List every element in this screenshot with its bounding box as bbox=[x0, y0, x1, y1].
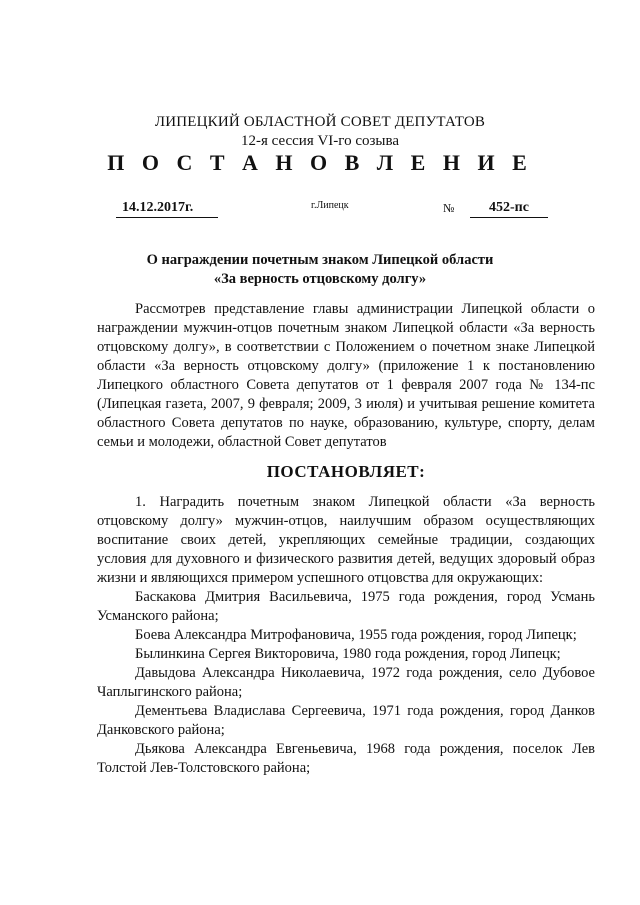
awardee-item: Боева Александра Митрофановича, 1955 года рождения, город Липецк; bbox=[135, 627, 577, 643]
awardee-item: Давыдова Александра Николаевича, 1972 года рождения, село Дубовое Чаплыгинского района; bbox=[97, 665, 595, 700]
document-city: г.Липецк bbox=[311, 200, 349, 211]
document-type: П О С Т А Н О В Л Е Н И Е bbox=[107, 150, 533, 175]
council-name: ЛИПЕЦКИЙ ОБЛАСТНОЙ СОВЕТ ДЕПУТАТОВ bbox=[154, 114, 486, 130]
clause-1-paragraph: 1. Наградить почетным знаком Липецкой области «За верность отцовскому долгу» мужчин-отцов, наилучшим образом осуществляющих воспитание своих детей, укрепляющих семейные традиции, создающих условия для духовного и физического развития детей, ведущих здоровый образ жизни и являющихся примером успешного отцовства для окружающих: bbox=[97, 494, 595, 586]
number-sign: № bbox=[443, 201, 455, 215]
decree-heading: ПОСТАНОВЛЯЕТ: bbox=[266, 462, 426, 481]
document-title bbox=[0, 251, 640, 289]
document-date: 14.12.2017г. bbox=[116, 199, 218, 218]
awardee-item: Былинкина Сергея Викторовича, 1980 года рождения, город Липецк; bbox=[135, 646, 561, 662]
session-info: 12-я сессия VI-го созыва bbox=[240, 133, 400, 149]
document-number: 452-пс bbox=[470, 199, 548, 218]
document-body bbox=[97, 300, 595, 778]
awardee-item: Дементьева Владислава Сергеевича, 1971 года рождения, город Данков Данковского района; bbox=[97, 703, 595, 738]
awardee-item: Дьякова Александра Евгеньевича, 1968 года рождения, поселок Лев Толстой Лев-Толстовского района; bbox=[97, 741, 595, 776]
awardee-item: Баскакова Дмитрия Васильевича, 1975 года рождения, город Усмань Усманского района; bbox=[97, 589, 595, 624]
title-line-1: О награждении почетным знаком Липецкой области bbox=[146, 252, 494, 268]
preamble-paragraph: Рассмотрев представление главы администрации Липецкой области о награждении мужчин-отцов почетным знаком Липецкой области «За верность отцовскому долгу», в соответствии с Положением о почетном знаке Липецкой области «За верность отцовскому долгу» (приложение 1 к постановлению Липецкого областного Совета депутатов от 1 февраля 2007 года № 134-пс (Липецкая газета, 2007, 9 февраля; 2009, 3 июля) и учитывая решение комитета областного Совета депутатов по науке, образованию, культуре, спорту, делам семьи и молодежи, областной Совет депутатов bbox=[97, 301, 595, 450]
title-line-2: «За верность отцовскому долгу» bbox=[213, 271, 427, 287]
